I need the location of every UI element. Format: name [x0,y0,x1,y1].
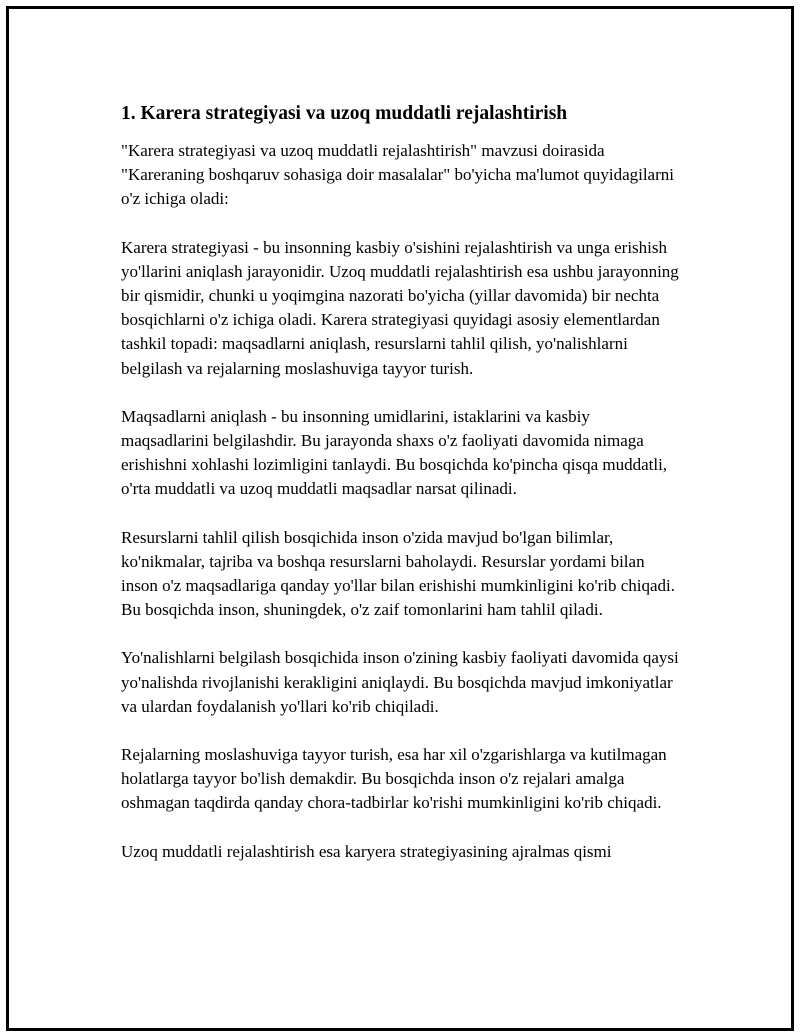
paragraph-intro: "Karera strategiyasi va uzoq muddatli rejalashtirish" mavzusi doirasida "Kareraning boshqaruv sohasiga doir masalalar" bo'yicha ma'lumot quyidagilarni o'z ichiga oladi: [121,141,674,209]
paragraph-long-term-planning: Uzoq muddatli rejalashtirish esa karyera strategiyasining ajralmas qismi [121,841,612,861]
page-title: 1. Karera strategiyasi va uzoq muddatli rejalashtirish [121,103,568,124]
document-body [121,101,681,888]
paragraph-plan-adaptation: Rejalarning moslashuviga tayyor turish, esa har xil o'zgarishlarga va kutilmagan holatlarga tayyor bo'lish demakdir. Bu bosqichda inson o'z rejalari amalga oshmagan taqdirda qanday chora-tadbirlar ko'rishi mumkinligini ko'rib chiqadi. [121,745,667,813]
paragraph-career-strategy: Karera strategiyasi - bu insonning kasbiy o'sishini rejalashtirish va unga erishish yo'llarini aniqlash jarayonidir. Uzoq muddatli rejalashtirish esa ushbu jarayonning bir qismidir, chunki u yoqimgina nazorati bo'yicha (yillar davomida) bir nechta bosqichlarni o'z ichiga oladi. Karera strategiyasi quyidagi asosiy elementlardan tashkil topadi: maqsadlarni aniqlash, resurslarni tahlil qilish, yo'nalishlarni belgilash va rejalarning moslashuviga tayyor turish. [121,237,679,378]
paragraph-goal-setting: Maqsadlarni aniqlash - bu insonning umidlarini, istaklarini va kasbiy maqsadlarini belgilashdir. Bu jarayonda shaxs o'z faoliyati davomida nimaga erishishni xohlashi lozimligini tanlaydi. Bu bosqichda ko'pincha qisqa muddatli, o'rta muddatli va uzoq muddatli maqsadlar narsat qilinadi. [121,406,668,499]
page-frame [6,6,794,1031]
paragraph-direction-setting: Yo'nalishlarni belgilash bosqichida inson o'zining kasbiy faoliyati davomida qaysi yo'nalishda rivojlanishi kerakligini aniqlaydi. Bu bosqichda mavjud imkoniyatlar va ulardan foydalanish yo'llari ko'rib chiqiladi. [121,648,679,716]
paragraph-resource-analysis: Resurslarni tahlil qilish bosqichida inson o'zida mavjud bo'lgan bilimlar, ko'nikmalar, tajriba va boshqa resurslarni baholaydi. Resurslar yordami bilan inson o'z maqsadlariga qanday yo'llar bilan erishishi mumkinligini ko'rib chiqadi. Bu bosqichda inson, shuningdek, o'z zaif tomonlarini ham tahlil qiladi. [121,527,676,620]
